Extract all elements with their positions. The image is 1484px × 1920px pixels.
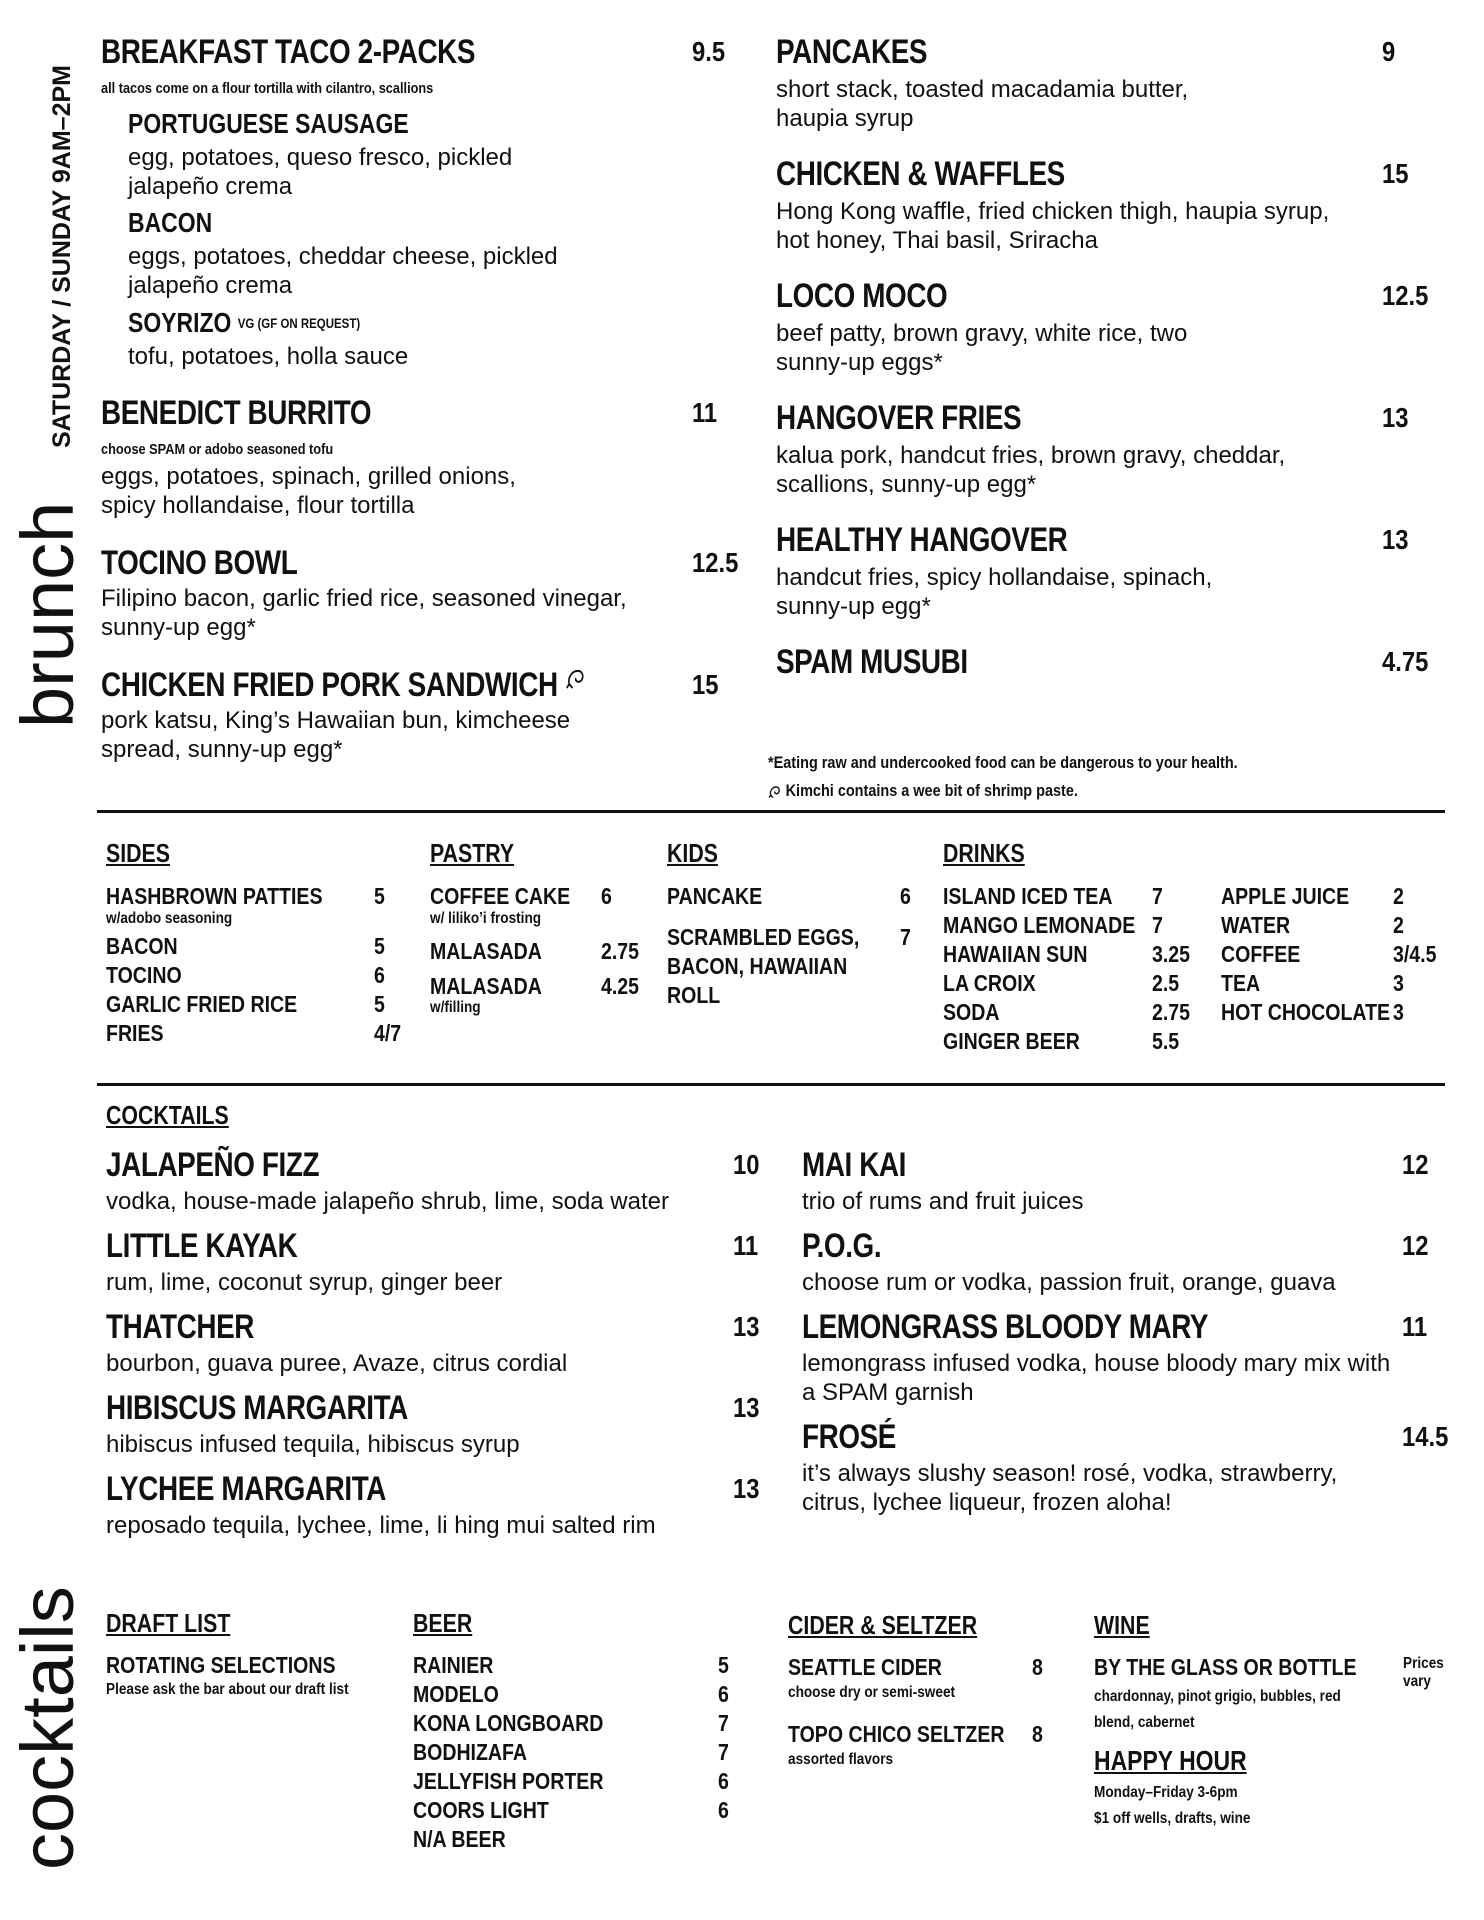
drink-price: 7 [1152, 883, 1163, 909]
item-desc: short stack, toasted macadamia butter, haupia syrup [776, 76, 1189, 132]
side-name: BACON [106, 933, 178, 959]
wine-prices: Prices vary [1403, 1655, 1444, 1690]
pastry-note: w/ liliko’i frosting [430, 910, 542, 927]
drink-price: 3/4.5 [1393, 941, 1437, 967]
section-title: DRAFT LIST [106, 1608, 231, 1638]
divider [97, 810, 1445, 813]
cocktails-side-label: cocktails [6, 1586, 89, 1870]
drink-price: 3.25 [1152, 941, 1191, 967]
cocktail-desc: bourbon, guava puree, Avaze, citrus cordial [106, 1350, 568, 1377]
beer-price: 5 [718, 1652, 729, 1678]
item-price: 9.5 [692, 36, 726, 67]
cocktail-price: 11 [1402, 1311, 1428, 1342]
kimchi-note [768, 782, 1078, 800]
cider-price: 8 [1032, 1721, 1043, 1747]
drink-name: TEA [1221, 970, 1261, 996]
cocktail-desc: choose rum or vodka, passion fruit, orange, guava [802, 1269, 1336, 1296]
shrimp-icon [768, 784, 782, 800]
cocktail-price: 13 [733, 1311, 760, 1342]
item-name: LOCO MOCO [776, 277, 948, 315]
kids-price: 6 [900, 883, 911, 909]
drink-name: HAWAIIAN SUN [943, 941, 1088, 967]
pastry-name: MALASADA [430, 973, 542, 999]
kids-name: PANCAKE [667, 883, 763, 909]
beer-name: KONA LONGBOARD [413, 1710, 604, 1736]
dietary-tag: VG (GF ON REQUEST) [237, 315, 361, 331]
cocktail-name: LITTLE KAYAK [106, 1227, 298, 1265]
beer-price: 6 [718, 1681, 729, 1707]
cocktail-desc: hibiscus infused tequila, hibiscus syrup [106, 1431, 520, 1458]
cocktail-price: 10 [733, 1149, 760, 1180]
drink-price: 2 [1393, 883, 1404, 909]
beer-name: JELLYFISH PORTER [413, 1768, 604, 1794]
cocktail-name: FROSÉ [802, 1418, 896, 1456]
taco-name [128, 307, 360, 339]
beer-name: BODHIZAFA [413, 1739, 528, 1765]
brunch-side-label: brunch [6, 501, 89, 728]
side-name: FRIES [106, 1020, 164, 1046]
beer-name: N/A BEER [413, 1826, 506, 1852]
beer-price: 7 [718, 1710, 729, 1736]
drink-price: 2.75 [1152, 999, 1191, 1025]
beer-name: RAINIER [413, 1652, 494, 1678]
item-name: HEALTHY HANGOVER [776, 521, 1068, 559]
item-name: PANCAKES [776, 33, 928, 71]
side-name: TOCINO [106, 962, 182, 988]
happy-hour-days: Monday–Friday 3-6pm [1094, 1784, 1238, 1801]
drink-name: HOT CHOCOLATE [1221, 999, 1391, 1025]
taco-desc: eggs, potatoes, cheddar cheese, pickled jalapeño crema [128, 243, 558, 299]
item-desc: Hong Kong waffle, fried chicken thigh, haupia syrup, hot honey, Thai basil, Sriracha [776, 198, 1330, 254]
item-name: CHICKEN & WAFFLES [776, 155, 1065, 193]
item-price: 4.75 [1382, 646, 1429, 677]
item-desc: beef patty, brown gravy, white rice, two sunny-up eggs* [776, 320, 1188, 376]
item-desc: eggs, potatoes, spinach, grilled onions, spicy hollandaise, flour tortilla [101, 463, 516, 519]
side-price: 5 [374, 991, 385, 1017]
kids-name: SCRAMBLED EGGS, BACON, HAWAIIAN ROLL [667, 924, 860, 1008]
item-price: 12.5 [692, 547, 739, 578]
drink-name: LA CROIX [943, 970, 1036, 996]
item-price: 15 [692, 669, 719, 700]
item-name: HANGOVER FRIES [776, 399, 1022, 437]
drink-name: ISLAND ICED TEA [943, 883, 1113, 909]
item-price: 11 [692, 397, 718, 428]
pastry-price: 6 [601, 883, 612, 909]
pastry-name: COFFEE CAKE [430, 883, 571, 909]
item-desc: Filipino bacon, garlic fried rice, seasoned vinegar, sunny-up egg* [101, 585, 627, 641]
taco-name: PORTUGUESE SAUSAGE [128, 108, 409, 139]
beer-price: 7 [718, 1739, 729, 1765]
happy-hour-title: HAPPY HOUR [1094, 1745, 1247, 1776]
item-price: 13 [1382, 524, 1409, 555]
side-name: GARLIC FRIED RICE [106, 991, 298, 1017]
drink-name: APPLE JUICE [1221, 883, 1350, 909]
beer-price: 6 [718, 1797, 729, 1823]
draft-name: ROTATING SELECTIONS [106, 1652, 336, 1678]
item-note: choose SPAM or adobo seasoned tofu [101, 441, 334, 458]
divider [97, 1083, 1445, 1086]
drink-name: GINGER BEER [943, 1028, 1080, 1054]
cocktail-price: 14.5 [1402, 1421, 1449, 1452]
draft-note: Please ask the bar about our draft list [106, 1681, 349, 1698]
cocktail-desc: reposado tequila, lychee, lime, li hing mui salted rim [106, 1512, 656, 1539]
side-name: HASHBROWN PATTIES [106, 883, 323, 909]
item-desc: pork katsu, King’s Hawaiian bun, kimcheese spread, sunny-up egg* [101, 707, 571, 763]
cocktail-desc: it’s always slushy season! rosé, vodka, strawberry, citrus, lychee liqueur, frozen aloha! [802, 1460, 1338, 1516]
cocktail-name: LYCHEE MARGARITA [106, 1470, 387, 1508]
drink-name: SODA [943, 999, 1000, 1025]
cocktail-name: P.O.G. [802, 1227, 882, 1265]
shrimp-icon [565, 666, 586, 692]
drink-price: 2.5 [1152, 970, 1180, 996]
cocktail-price: 12 [1402, 1230, 1429, 1261]
drink-name: MANGO LEMONADE [943, 912, 1136, 938]
section-title: BEER [413, 1608, 473, 1638]
beer-name: COORS LIGHT [413, 1797, 549, 1823]
item-desc: kalua pork, handcut fries, brown gravy, cheddar, scallions, sunny-up egg* [776, 442, 1286, 498]
kimchi-note-text: Kimchi contains a wee bit of shrimp paste. [785, 781, 1078, 800]
cocktail-name: MAI KAI [802, 1146, 906, 1184]
section-title: KIDS [667, 838, 718, 868]
drink-name: COFFEE [1221, 941, 1301, 967]
taco-desc: tofu, potatoes, holla sauce [128, 343, 409, 370]
section-title: PASTRY [430, 838, 515, 868]
kids-price: 7 [900, 924, 911, 950]
item-price: 15 [1382, 158, 1409, 189]
cocktail-name: LEMONGRASS BLOODY MARY [802, 1308, 1209, 1346]
side-price: 4/7 [374, 1020, 402, 1046]
item-name [101, 666, 586, 704]
section-title: COCKTAILS [106, 1100, 229, 1130]
item-name: TOCINO BOWL [101, 544, 298, 582]
cocktail-desc: lemongrass infused vodka, house bloody mary mix with a SPAM garnish [802, 1350, 1391, 1406]
section-title: SIDES [106, 838, 170, 868]
wine-note: chardonnay, pinot grigio, bubbles, red blend, cabernet [1094, 1688, 1341, 1731]
side-price: 5 [374, 883, 385, 909]
cider-note: choose dry or semi-sweet [788, 1684, 956, 1701]
drink-name: WATER [1221, 912, 1291, 938]
pastry-price: 4.25 [601, 973, 640, 999]
cocktail-name: HIBISCUS MARGARITA [106, 1389, 408, 1427]
cocktail-price: 13 [733, 1473, 760, 1504]
cider-note: assorted flavors [788, 1751, 894, 1768]
cocktail-price: 13 [733, 1392, 760, 1423]
pastry-name: MALASADA [430, 938, 542, 964]
side-price: 5 [374, 933, 385, 959]
cider-price: 8 [1032, 1654, 1043, 1680]
pastry-price: 2.75 [601, 938, 640, 964]
item-name: BREAKFAST TACO 2-PACKS [101, 33, 476, 71]
drink-price: 3 [1393, 999, 1404, 1025]
pastry-note: w/filling [430, 999, 481, 1016]
drink-price: 2 [1393, 912, 1404, 938]
drink-price: 7 [1152, 912, 1163, 938]
cocktail-name: JALAPEÑO FIZZ [106, 1146, 320, 1184]
item-note: all tacos come on a flour tortilla with cilantro, scallions [101, 80, 434, 97]
raw-food-warning: *Eating raw and undercooked food can be dangerous to your health. [768, 753, 1238, 772]
cocktail-price: 11 [733, 1230, 759, 1261]
taco-name: BACON [128, 207, 213, 238]
beer-name: MODELO [413, 1681, 499, 1707]
drink-price: 3 [1393, 970, 1404, 996]
item-desc: handcut fries, spicy hollandaise, spinach, sunny-up egg* [776, 564, 1213, 620]
section-title: WINE [1094, 1610, 1150, 1640]
hours-side-label: SATURDAY / SUNDAY 9AM–2PM [48, 65, 76, 448]
taco-name-text: SOYRIZO [128, 307, 232, 338]
cocktail-desc: vodka, house-made jalapeño shrub, lime, soda water [106, 1188, 669, 1215]
item-name-text: CHICKEN FRIED PORK SANDWICH [101, 666, 558, 704]
side-note: w/adobo seasoning [106, 910, 233, 927]
section-title: DRINKS [943, 838, 1025, 868]
cocktail-desc: rum, lime, coconut syrup, ginger beer [106, 1269, 503, 1296]
item-price: 13 [1382, 402, 1409, 433]
cocktail-desc: trio of rums and fruit juices [802, 1188, 1084, 1215]
cider-name: SEATTLE CIDER [788, 1654, 942, 1680]
wine-name: BY THE GLASS OR BOTTLE [1094, 1654, 1357, 1680]
item-name: BENEDICT BURRITO [101, 394, 372, 432]
happy-hour-deal: $1 off wells, drafts, wine [1094, 1810, 1251, 1827]
cocktail-price: 12 [1402, 1149, 1429, 1180]
beer-price: 6 [718, 1768, 729, 1794]
side-price: 6 [374, 962, 385, 988]
section-title: CIDER & SELTZER [788, 1610, 978, 1640]
item-name: SPAM MUSUBI [776, 643, 968, 681]
drink-price: 5.5 [1152, 1028, 1180, 1054]
cocktail-name: THATCHER [106, 1308, 254, 1346]
item-price: 12.5 [1382, 280, 1429, 311]
item-price: 9 [1382, 36, 1396, 67]
taco-desc: egg, potatoes, queso fresco, pickled jalapeño crema [128, 144, 513, 200]
cider-name: TOPO CHICO SELTZER [788, 1721, 1005, 1747]
